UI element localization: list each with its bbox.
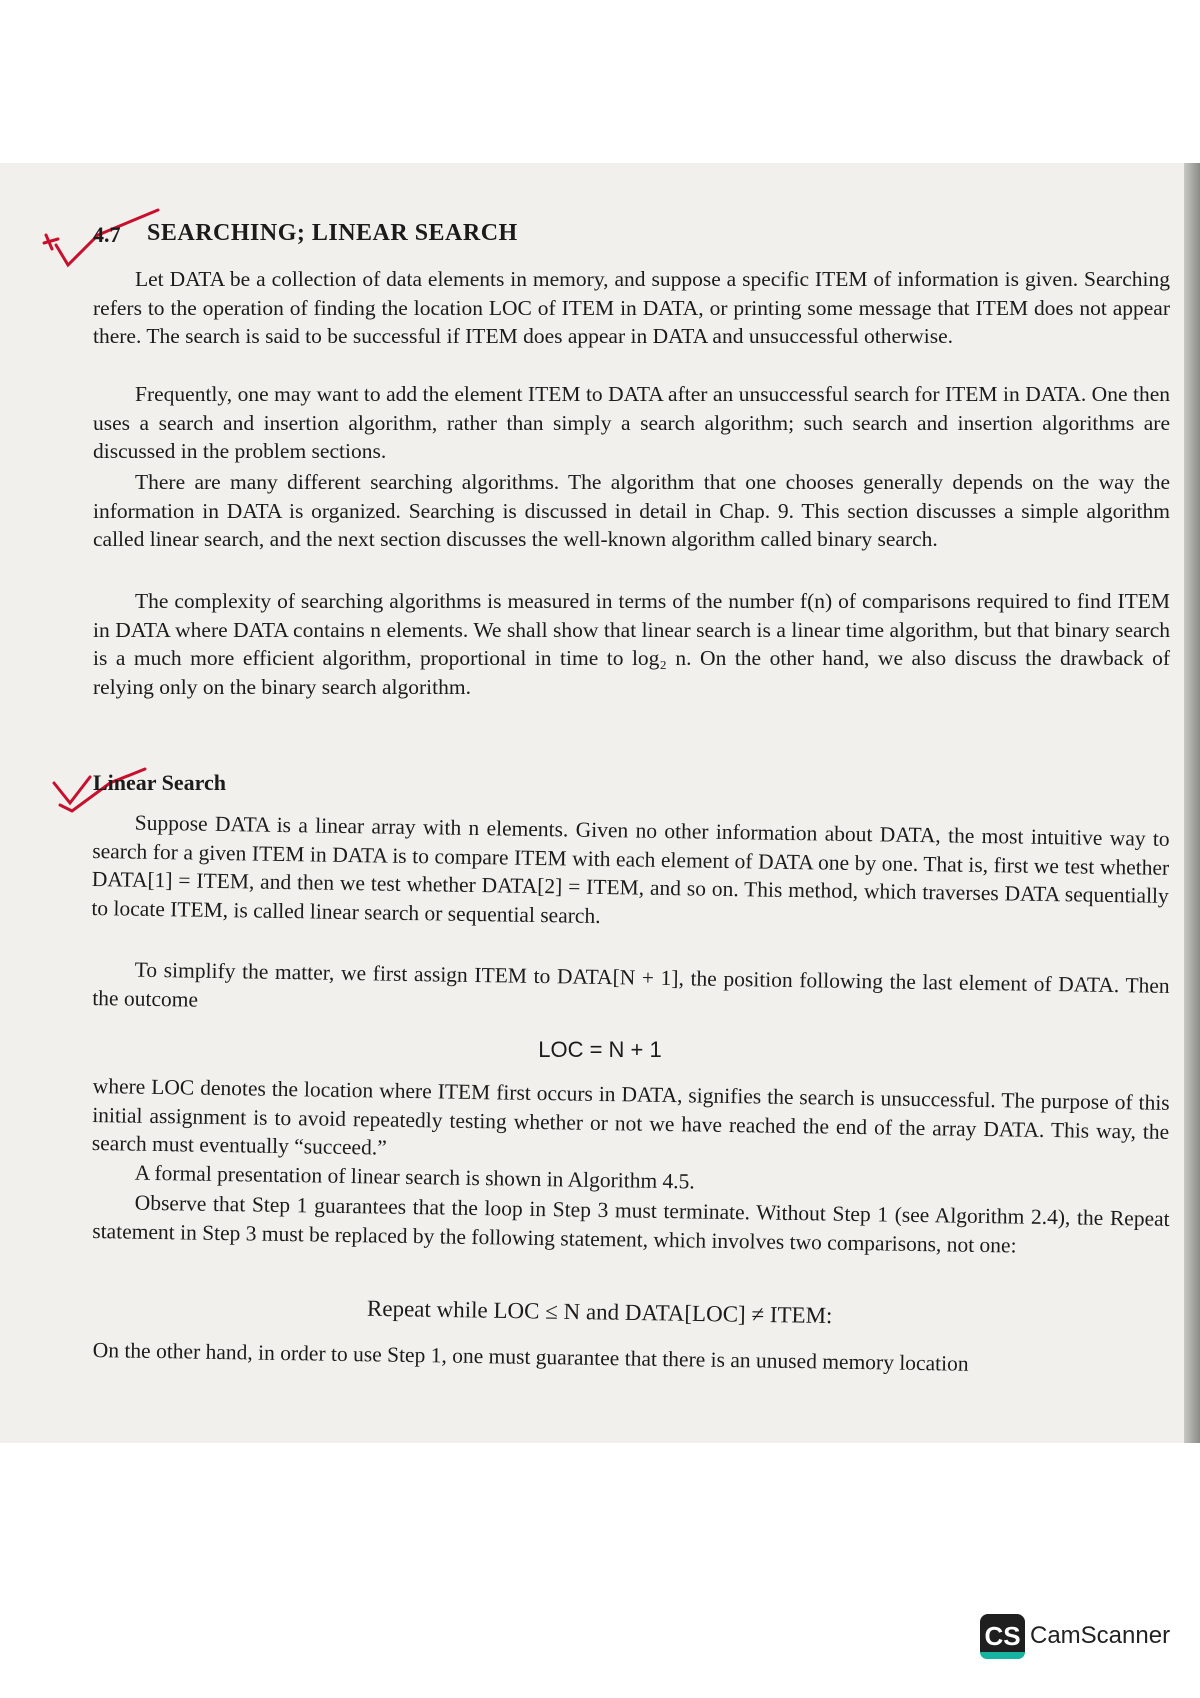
paragraph: To simplify the matter, we first assign ITEM to DATA[N + 1], the position following the last element of DATA. Then the outcome bbox=[92, 957, 1170, 1012]
paragraph: Observe that Step 1 guarantees that the loop in Step 3 must terminate. Without Step 1 (see Algorithm 2.4), the Repeat statement in Step 3 must be replaced by the following statement, which involves two comparisons, not one: bbox=[92, 1190, 1170, 1258]
paragraph: A formal presentation of linear search is shown in Algorithm 4.5. bbox=[134, 1160, 695, 1194]
paragraph: Let DATA be a collection of data elements in memory, and suppose a specific ITEM of information is given. Searching refers to the operation of finding the location LOC of ITEM in DATA, or printing some message that ITEM does not appear there. The search is said to be successful if ITEM does appear in DATA and unsuccessful otherwise. bbox=[93, 267, 1170, 349]
paragraph: Suppose DATA is a linear array with n elements. Given no other information about DATA, the most intuitive way to search for a given ITEM in DATA is to compare ITEM with each element of DATA one by one. That is, first we test whether DATA[1] = ITEM, and then we test whether DATA[2] = ITEM, and so on. This method, which traverses DATA sequentially to locate ITEM, is called linear search or sequential search. bbox=[91, 810, 1170, 928]
paragraph: The complexity of searching algorithms is measured in terms of the number f(n) of comparisons required to find ITEM in DATA where DATA contains n elements. We shall show that linear search is a linear time algorithm, but that binary search is a much more efficient algorithm, proportional in time to log₂ n. On the other hand, we also discuss the drawback of relying only on the binary search algorithm. bbox=[93, 589, 1170, 699]
subsection-heading: Linear Search bbox=[93, 770, 227, 795]
camscanner-logo-icon: CS bbox=[980, 1614, 1025, 1659]
camscanner-watermark: CamScanner bbox=[1030, 1622, 1171, 1649]
equation: Repeat while LOC ≤ N and DATA[LOC] ≠ ITEM: bbox=[366, 1295, 833, 1329]
paragraph: There are many different searching algorithms. The algorithm that one chooses generally depends on the way the information in DATA is organized. Searching is discussed in detail in Chap. 9. This section discusses a simple algorithm called linear search, and the next section discusses the well-known algorithm called binary search. bbox=[93, 470, 1170, 552]
paragraph: On the other hand, in order to use Step 1, one must guarantee that there is an unused memory location bbox=[92, 1337, 969, 1376]
paragraph: where LOC denotes the location where ITEM first occurs in DATA, signifies the search is unsuccessful. The purpose of this initial assignment is to avoid repeatedly testing whether or not we have reached the end of the array DATA. This way, the search must eventually “succeed.” bbox=[91, 1073, 1170, 1160]
section-heading: SEARCHING; LINEAR SEARCH bbox=[147, 220, 518, 246]
equation: LOC = N + 1 bbox=[538, 1037, 662, 1062]
paragraph: Frequently, one may want to add the element ITEM to DATA after an unsuccessful search for ITEM in DATA. One then uses a search and insertion algorithm, rather than simply a search algorithm; such search and insertion algorithms are discussed in the problem sections. bbox=[93, 382, 1170, 464]
section-number: 4.7 bbox=[93, 222, 121, 247]
page-edge-shadow bbox=[1184, 163, 1200, 1443]
